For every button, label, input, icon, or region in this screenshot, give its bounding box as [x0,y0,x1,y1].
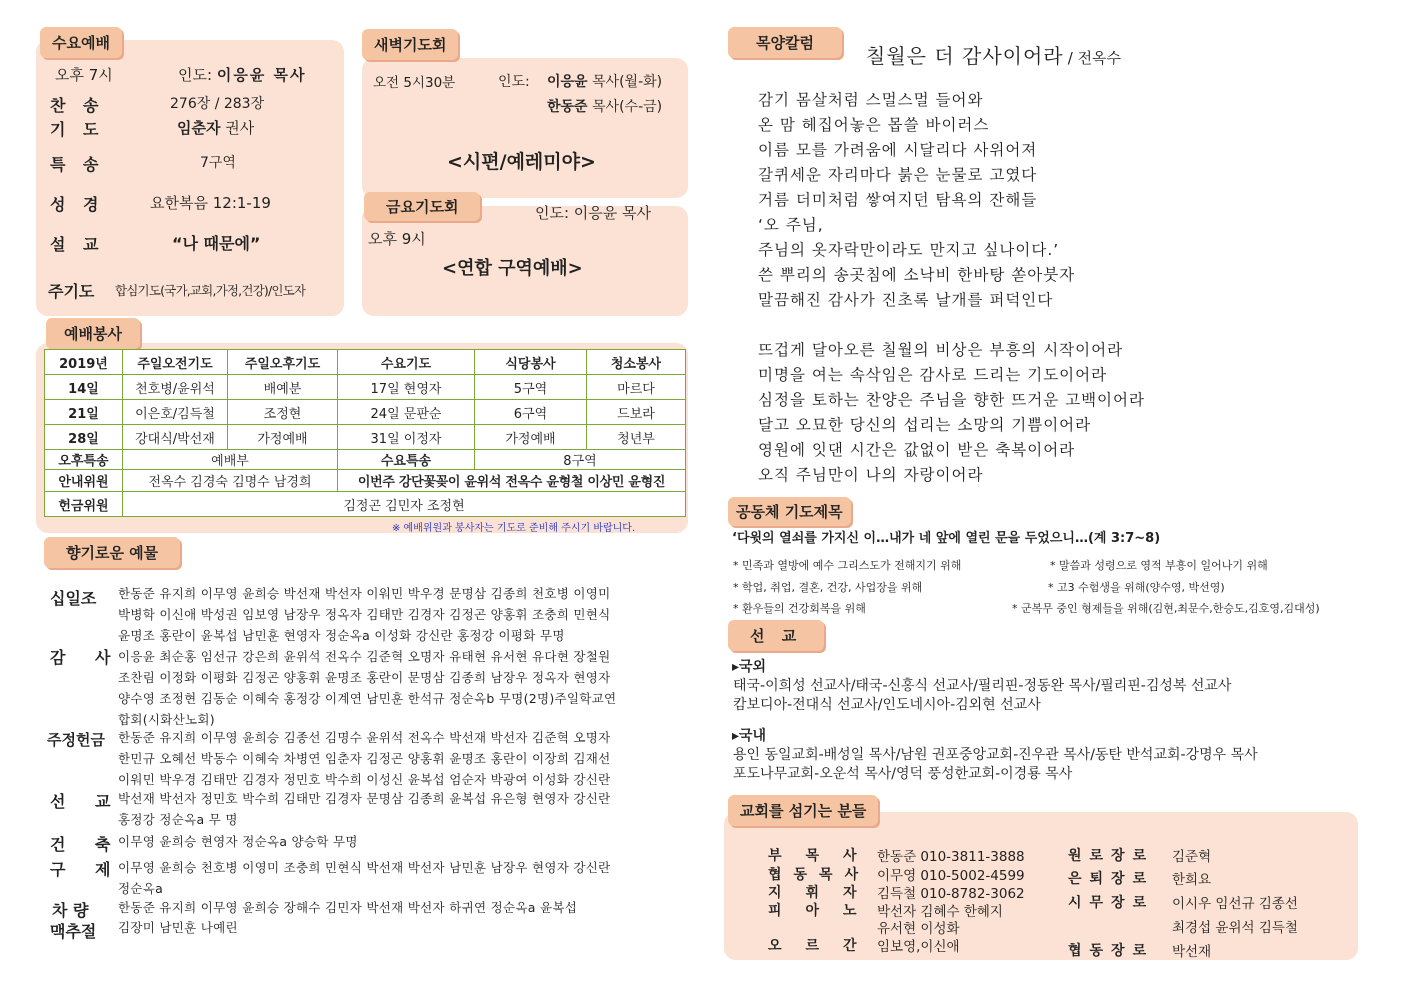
wed-special-value: 8구역 [475,450,686,470]
dawn-time: 오전 5시30분 [373,75,456,91]
offering-group-line: 윤명조 홍란이 윤복섭 남민훈 현영자 정순옥a 이성화 강신란 홍정강 이평화 무명 [118,628,565,643]
offering-group-label: 선 교 [50,792,123,811]
dawn-leader-2 [547,96,662,116]
prayer-item: * 민족과 열방에 예수 그리스도가 전해지기 위해 [733,559,962,572]
offering-group-line: 한동준 유지희 이무영 윤희승 박선재 박선자 이워민 박우경 문명삼 김종희 천호병 이영미 [118,586,611,601]
dawn-leader-1-name: 이응윤 [547,74,588,90]
friday-time: 오후 9시 [368,230,426,248]
service-cell: 배예분 [228,375,338,400]
poem-line: ‘오 주님, [758,216,824,234]
offering-group-line: 박병학 이신애 박성권 임보영 남장우 정옥자 김태만 김경자 김정곤 양홍휘 조충희 민현식 [118,607,611,622]
offering-row [45,492,686,517]
poem-line: 미명을 여는 속삭임은 감사로 드리는 기도이어라 [758,366,1108,384]
poem-line: 뜨겁게 달아오른 칠월의 비상은 부흥의 시작이어라 [758,341,1124,359]
offering-group-line: 한민규 오혜선 박동수 이혜숙 차병연 임춘자 김정곤 양홍휘 윤명조 홍란이 이장희 김재선 [118,751,611,766]
poem-line: 이름 모를 가려움에 시달리다 사위어져 [758,141,1038,159]
offering-group-line: 홍정강 정순옥a 무 명 [118,812,238,827]
service-tag: 예배봉사 [46,318,140,349]
offering-group-line: 합회(시화산노회) [118,712,215,727]
staff-value: 이무영 010-5002-4599 [877,868,1025,884]
service-note: ※ 예배위원과 봉사자는 기도로 준비해 주시기 바랍니다. [392,523,636,534]
prayer-item: * 환우들의 건강회복을 위해 [733,602,866,615]
wednesday-row-label: 찬 송 [50,96,105,115]
wednesday-leader-name: 이응윤 목사 [216,66,307,84]
offering-group-line: 양수영 조정현 김동순 이혜숙 홍정강 이계연 남민훈 한석규 정순옥b 무명(2명)주일학교연 [118,691,617,706]
dawn-text: <시편/예레미야> [447,151,596,173]
prayer-item: * 군복무 중인 형제들을 위해(김현,최문수,한승도,김호영,김대성) [1012,602,1320,615]
service-cell: 21일 [45,400,123,425]
offering-group-line: 한동준 유지희 이무영 윤희승 장해수 김민자 박선재 박선자 하귀연 정순옥a 윤복섭 [118,900,578,915]
offering-group-line: 한동준 유지희 이무영 윤희승 김종선 김명수 윤위석 전옥수 박선재 박선자 김준혁 오명자 [118,730,611,745]
service-cell: 드보라 [587,400,686,425]
service-header: 주일오전기도 [123,350,228,375]
poem-line: 감기 몸살처럼 스멀스멀 들어와 [758,91,984,109]
staff-value: 한동준 010-3811-3888 [877,849,1025,865]
offering-group-line: 이응윤 최순홍 임선규 강은희 윤위석 전옥수 김준혁 오명자 유태현 유서현 유다현 장철원 [118,649,611,664]
domestic-label: ▸국내 [732,728,767,744]
wednesday-row-value: 7구역 [200,155,236,171]
friday-text: <연합 구역예배> [442,258,583,279]
service-cell: 31일 이정자 [338,425,475,450]
community-tag: 공동체 기도제목 [728,497,851,526]
staff-label: 협동목사 [768,867,871,883]
wednesday-tag: 수요예배 [40,27,122,58]
elder-label: 원로장로 [1068,848,1155,864]
column-title: 칠월은 더 감사이어라 [866,44,1064,68]
service-row [45,400,686,425]
guide-row [45,470,686,492]
poem-line: 달고 오묘한 당신의 섭리는 소망의 기쁨이어라 [758,416,1092,434]
service-cell: 24일 문판순 [338,400,475,425]
prayer-item: * 학업, 취업, 결혼, 건강, 사업장을 위해 [733,581,923,594]
friday-leader: 인도: 이응윤 목사 [535,204,652,222]
offering-group-line: 이무영 윤희승 천호병 이영미 조충희 민현식 박선재 박선자 남민훈 남장우 현영자 강신란 [118,860,611,875]
staff-label: 피아노 [768,903,881,919]
dawn-tag: 새벽기도회 [362,29,458,60]
elder-value: 김준혁 [1172,849,1212,865]
offering-group-label: 구 제 [50,860,123,879]
service-header: 수요기도 [338,350,475,375]
service-table [44,349,686,517]
staff-value: 임보영,이신애 [877,939,960,955]
poem-line: 영원에 잇댄 시간은 값없이 받은 축복이어라 [758,441,1076,459]
wednesday-row-value: 요한복음 12:1-19 [150,194,271,212]
poem-line: 쓴 뿌리의 송곳침에 소낙비 한바탕 쏟아붓자 [758,266,1076,284]
guide-value: 전옥수 김경숙 김명수 남경희 [123,470,338,492]
poem-line: 거름 더미처럼 쌓여지던 탐욕의 잔해들 [758,191,1038,209]
service-header: 주일오후기도 [228,350,338,375]
dawn-leader-label: 인도: [498,74,530,90]
service-cell: 마르다 [587,375,686,400]
wednesday-row-label: 성 경 [50,195,105,214]
overseas-line: 태국-이희성 선교사/태국-신홍식 선교사/필리핀-정동완 목사/필리핀-김성복 선교사 [733,678,1232,694]
elder-value: 한희요 [1172,872,1212,888]
offering-group-label: 십일조 [50,589,97,608]
prayer-item: * 말씀과 성령으로 영적 부흥이 일어나기 위해 [1050,559,1268,572]
wednesday-row-label: 주기도 [48,282,95,301]
missions-tag: 선 교 [728,620,824,651]
service-header: 식당봉사 [475,350,587,375]
column-title-wrap [866,40,1121,69]
offering-group-line: 이무영 윤희승 현영자 정순옥a 양승학 무명 [118,834,358,849]
servants-tag: 교회를 섬기는 분들 [728,795,878,826]
offering-group-line: 이워민 박우경 김태만 김경자 정민호 박수희 이성신 윤복섭 엄순자 박광여 이성화 강신란 [118,772,611,787]
service-cell: 6구역 [475,400,587,425]
service-cell: 가정예배 [228,425,338,450]
wed-special-label: 수요특송 [338,450,475,470]
domestic-line: 용인 동일교회-배성일 목사/남원 권포중앙교회-진우관 목사/동탄 반석교회-강명우 목사 [733,747,1258,763]
service-cell: 가정예배 [475,425,587,450]
wednesday-row-value: 276장 / 283장 [170,96,265,112]
offering-group-line: 조찬림 이정화 이평화 김정곤 양홍휘 윤명조 홍란이 문명삼 김종희 남장우 정옥자 현영자 [118,670,611,685]
elder-label: 은퇴장로 [1068,871,1155,887]
prayer-item: * 고3 수험생을 위해(양수영, 박선영) [1048,581,1225,594]
wednesday-row-label: 기 도 [50,120,105,139]
service-header-row [45,350,686,375]
poem-line: 주님의 옷자락만이라도 만지고 싶나이다.’ [758,241,1060,259]
prayer-leader-title: 권사 [225,119,255,137]
staff-value: 김득철 010-8782-3062 [877,886,1025,902]
elder-value: 박선재 [1172,944,1212,960]
service-cell: 17일 현영자 [338,375,475,400]
column-tag: 목양칼럼 [728,27,842,58]
dawn-leader-2-role: 목사(수-금) [592,99,663,115]
overseas-label: ▸국외 [732,659,767,675]
staff-label: 오르간 [768,938,881,954]
poem-line: 심정을 토하는 찬양은 주님을 향한 뜨거운 고백이어라 [758,391,1145,409]
offering-group-label: 주정헌금 [47,731,105,749]
service-cell: 강대식/박선재 [123,425,228,450]
special-row [45,450,686,470]
service-row [45,425,686,450]
prayer-leader-name: 임춘자 [177,119,221,137]
sermon-title: “나 때문에” [172,234,261,253]
service-cell: 천호병/윤위석 [123,375,228,400]
service-cell: 28일 [45,425,123,450]
elder-label: 협동장로 [1068,943,1155,959]
offering-group-line: 김장미 남민훈 나예린 [118,920,238,935]
offerings-tag: 향기로운 예물 [44,537,180,568]
poem-line: 온 맘 헤집어놓은 몹쓸 바이러스 [758,116,990,134]
offering-value: 김정곤 김민자 조정현 [123,492,686,517]
service-cell: 5구역 [475,375,587,400]
staff-value: 유서현 이성화 [877,921,960,937]
guide-label: 안내위원 [45,470,123,492]
friday-tag: 금요기도회 [364,192,480,221]
service-cell: 이은호/김득철 [123,400,228,425]
elder-label: 시무장로 [1068,895,1155,911]
service-row [45,375,686,400]
domestic-line: 포도나무교회-오운석 목사/영덕 풍성한교회-이경룡 목사 [733,766,1073,782]
wednesday-row-value [177,117,254,138]
poem-line: 갈퀴세운 자리마다 붉은 눈물로 고였다 [758,166,1038,184]
staff-value: 박선자 김혜수 한혜지 [877,904,1003,920]
service-header: 2019년 [45,350,123,375]
community-verse: ‘다윗의 열쇠를 가지신 이…내가 네 앞에 열린 문을 두었으니…(계 3:7~8) [732,531,1161,546]
column-author: / 전옥수 [1067,49,1122,67]
offering-group-label: 맥추절 [50,922,97,941]
elder-value: 이시우 임선규 김종선 [1172,896,1298,912]
dawn-leader-1 [547,71,662,91]
service-cell: 14일 [45,375,123,400]
offering-label: 헌금위원 [45,492,123,517]
overseas-line: 캄보디아-전대식 선교사/인도네시아-김외현 선교사 [733,697,1041,713]
wednesday-row-label: 설 교 [50,235,105,254]
dawn-leader-2-name: 한동준 [547,99,588,115]
service-cell: 청년부 [587,425,686,450]
offering-group-label: 건 축 [50,835,123,854]
special-value: 예배부 [123,450,338,470]
staff-label: 부목사 [768,848,881,864]
flower-value: 이번주 강단꽃꽂이 윤위석 전옥수 윤형철 이상민 윤형진 [338,470,686,492]
dawn-leader-1-role: 목사(월-화) [592,74,663,90]
offering-group-line: 박선재 박선자 정민호 박수희 김태만 김경자 문명삼 김종희 윤복섭 유은형 현영자 강신란 [118,791,611,806]
wednesday-leader [178,64,307,85]
offering-group-label: 차 량 [52,901,89,920]
service-header: 청소봉사 [587,350,686,375]
staff-label: 지휘자 [768,885,881,901]
offering-group-line: 정순옥a [118,881,164,896]
wednesday-row-value: 합심기도(국가,교회,가정,건강)/인도자 [115,283,306,298]
offering-group-label: 감 사 [50,648,123,667]
wednesday-leader-label: 인도: [178,66,213,84]
wednesday-time: 오후 7시 [55,66,113,84]
wednesday-row-label: 특 송 [50,155,105,174]
poem-line: 말끔해진 감사가 진초록 날개를 퍼덕인다 [758,291,1054,309]
elder-value: 최경섭 윤위석 김득철 [1172,920,1298,936]
poem-line: 오직 주님만이 나의 자랑이어라 [758,466,984,484]
service-cell: 조정현 [228,400,338,425]
special-label: 오후특송 [45,450,123,470]
